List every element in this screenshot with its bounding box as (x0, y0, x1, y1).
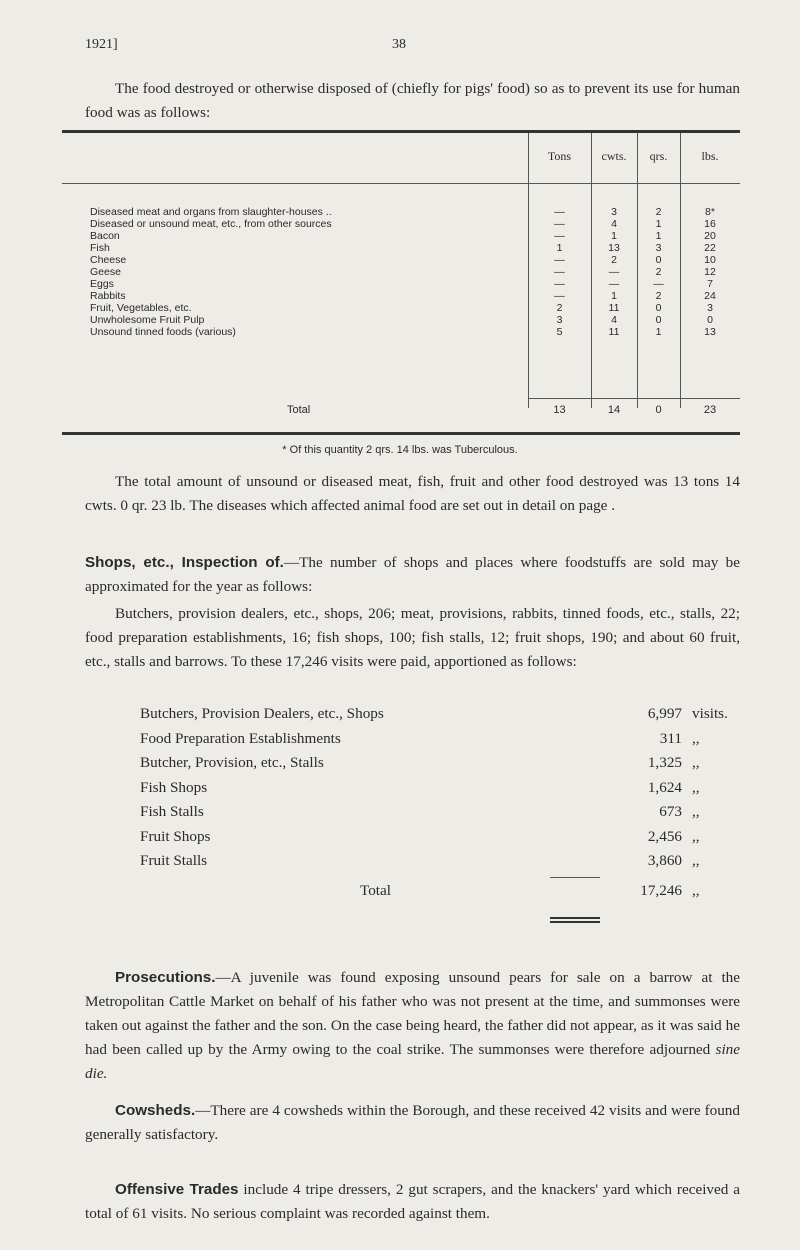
visit-count: 1,325 (647, 754, 682, 771)
visit-count: 1,624 (647, 778, 682, 796)
row-label: Fish (90, 242, 110, 254)
row-label: Diseased or unsound meat, etc., from other sources (90, 218, 332, 230)
visit-label: Butcher, Provision, etc., Stalls (140, 754, 324, 771)
prosecutions-text: —A juvenile was found exposing unsound pears for sale on a barrow at the Metropolitan Cattle Market on behalf of his father who was not present at the time, and summonses were taken out against the father and the son. On the case being heard, the father did not appear, as it was said he had been called up by the Army owing to the coal strike. The summonses were therefore adjourned (85, 969, 740, 1058)
table-total-rule (528, 398, 740, 399)
row-cwts: 4 (611, 218, 617, 230)
col-head-lbs: lbs. (701, 149, 719, 163)
row-lbs: 8* (705, 206, 715, 218)
row-qrs: 0 (655, 254, 662, 266)
visit-unit: ,, (692, 754, 700, 771)
offensive-trades-paragraph (85, 1178, 740, 1226)
row-lbs: 3 (707, 302, 713, 314)
row-qrs: 0 (655, 314, 662, 326)
row-tons: — (554, 206, 565, 218)
row-cwts: 11 (608, 302, 620, 314)
row-lbs: 10 (704, 254, 716, 266)
table-bottom-rule (62, 432, 740, 435)
col-head-cwts: cwts. (601, 149, 627, 163)
total-paragraph: The total amount of unsound or diseased meat, fish, fruit and other food destroyed was 13 tons 14 cwts. 0 qr. 23 lb. The diseases which affected animal food are set out in detail on page . (85, 473, 740, 514)
visit-unit: ,, (692, 729, 700, 747)
row-label: Unwholesome Fruit Pulp (90, 314, 205, 326)
row-qrs: 3 (655, 242, 662, 254)
row-qrs: 2 (655, 266, 662, 278)
visit-unit: visits. (692, 705, 728, 722)
table-total-cwts: 14 (607, 404, 621, 416)
row-tons: — (554, 230, 565, 242)
visit-label: Food Preparation Establishments (140, 729, 341, 747)
visit-label: Fruit Stalls (140, 852, 208, 869)
visit-label: Fish Stalls (140, 803, 204, 820)
row-label: Bacon (90, 230, 120, 242)
row-cwts: 1 (611, 230, 617, 242)
visit-count: 311 (659, 729, 682, 747)
visit-unit: ,, (692, 778, 700, 796)
visit-unit: ,, (692, 852, 700, 869)
row-lbs: 12 (704, 266, 716, 278)
row-cwts: 13 (608, 242, 620, 254)
visits-total-label: Total (360, 882, 391, 899)
row-lbs: 20 (704, 230, 716, 242)
visits-double-rule (550, 921, 600, 923)
row-qrs: 1 (655, 326, 662, 338)
shops-text: —The number of shops and places where foodstuffs are sold may be approximated for the year as follows: (85, 554, 740, 595)
row-qrs: — (653, 278, 664, 290)
table-footnote: * Of this quantity 2 qrs. 14 lbs. was Tuberculous. (282, 444, 518, 456)
table-head-rule (62, 183, 528, 184)
visits-double-rule (550, 917, 600, 919)
row-tons: 5 (556, 326, 563, 338)
row-tons: 3 (556, 314, 563, 326)
row-qrs: 2 (655, 290, 662, 302)
visits-sum-rule (550, 877, 600, 878)
row-cwts: — (608, 266, 620, 278)
row-tons: — (554, 218, 565, 230)
cowsheds-text: —There are 4 cowsheds within the Borough, and these received 42 visits and were found generally satisfactory. (85, 1102, 740, 1143)
table-total-qrs: 0 (655, 404, 662, 416)
row-lbs: 13 (704, 326, 716, 338)
row-lbs: 16 (704, 218, 716, 230)
visit-unit: ,, (692, 827, 700, 845)
row-tons: — (554, 254, 565, 266)
row-cwts: 2 (611, 254, 617, 266)
row-cwts: — (608, 278, 620, 290)
visit-count: 673 (659, 803, 682, 820)
offensive-trades-text: include 4 tripe dressers, 2 gut scrapers, and the knackers' yard which received a total of 61 visits. No serious complaint was recorded against them. (85, 1181, 741, 1222)
row-label: Unsound tinned foods (various) (90, 326, 236, 338)
visit-count: 3,860 (647, 852, 682, 869)
offensive-trades-heading: Offensive Trades (115, 1181, 239, 1198)
row-label: Fruit, Vegetables, etc. (90, 302, 192, 314)
row-qrs: 1 (655, 230, 662, 242)
row-lbs: 0 (707, 314, 713, 326)
row-label: Cheese (90, 254, 127, 266)
row-qrs: 1 (655, 218, 662, 230)
table-total-label: Total (287, 404, 311, 416)
visit-label: Fruit Shops (140, 827, 211, 845)
visit-label: Fish Shops (140, 778, 208, 796)
header-year: 1921] (85, 37, 118, 52)
row-label: Geese (90, 266, 121, 278)
row-label: Eggs (90, 278, 114, 290)
row-lbs: 22 (704, 242, 716, 254)
row-label: Diseased meat and organs from slaughter-houses .. (90, 206, 332, 218)
row-qrs: 2 (655, 206, 662, 218)
cowsheds-heading: Cowsheds. (115, 1102, 196, 1119)
prosecutions-italic: sine die. (85, 1041, 740, 1082)
prosecutions-heading: Prosecutions. (115, 969, 216, 986)
row-tons: — (554, 266, 565, 278)
table-total-lbs: 23 (703, 404, 717, 416)
shops-heading: Shops, etc., Inspection of. (85, 554, 284, 571)
table-head-rule (528, 183, 740, 184)
row-tons: — (554, 290, 565, 302)
row-cwts: 11 (608, 326, 620, 338)
row-tons: 1 (556, 242, 563, 254)
visit-label: Butchers, Provision Dealers, etc., Shops (140, 705, 384, 722)
row-tons: 2 (556, 302, 563, 314)
intro-paragraph: The food destroyed or otherwise disposed of (chiefly for pigs' food) so as to prevent its use for human food was as follows: (85, 80, 740, 121)
table-top-rule (62, 130, 740, 133)
shops-detail-paragraph: Butchers, provision dealers, etc., shops, 206; meat, provisions, rabbits, tinned foods, etc., stalls, 22; food preparation establishments, 16; fish shops, 100; fish stalls, 12; fruit shops, 190; and about 60 fruit, etc., stalls and barrows. To these 17,246 visits were paid, apportioned as follows: (85, 605, 740, 670)
visit-count: 2,456 (647, 827, 682, 845)
row-cwts: 3 (611, 206, 617, 218)
visits-total-unit: ,, (692, 882, 700, 899)
row-label: Rabbits (90, 290, 126, 302)
cowsheds-paragraph (85, 1099, 740, 1147)
prosecutions-paragraph (85, 966, 740, 1086)
col-head-tons: Tons (547, 149, 572, 163)
row-lbs: 24 (704, 290, 716, 302)
page-number: 38 (392, 37, 406, 52)
visits-total-value: 17,246 (640, 882, 682, 899)
row-cwts: 1 (611, 290, 617, 302)
row-qrs: 0 (655, 302, 662, 314)
row-cwts: 4 (611, 314, 617, 326)
shops-paragraph (85, 551, 740, 599)
col-head-qrs: qrs. (649, 149, 668, 163)
table-total-tons: 13 (553, 404, 566, 416)
visit-unit: ,, (692, 803, 700, 820)
row-lbs: 7 (707, 278, 713, 290)
row-tons: — (554, 278, 565, 290)
visit-count: 6,997 (647, 705, 682, 722)
